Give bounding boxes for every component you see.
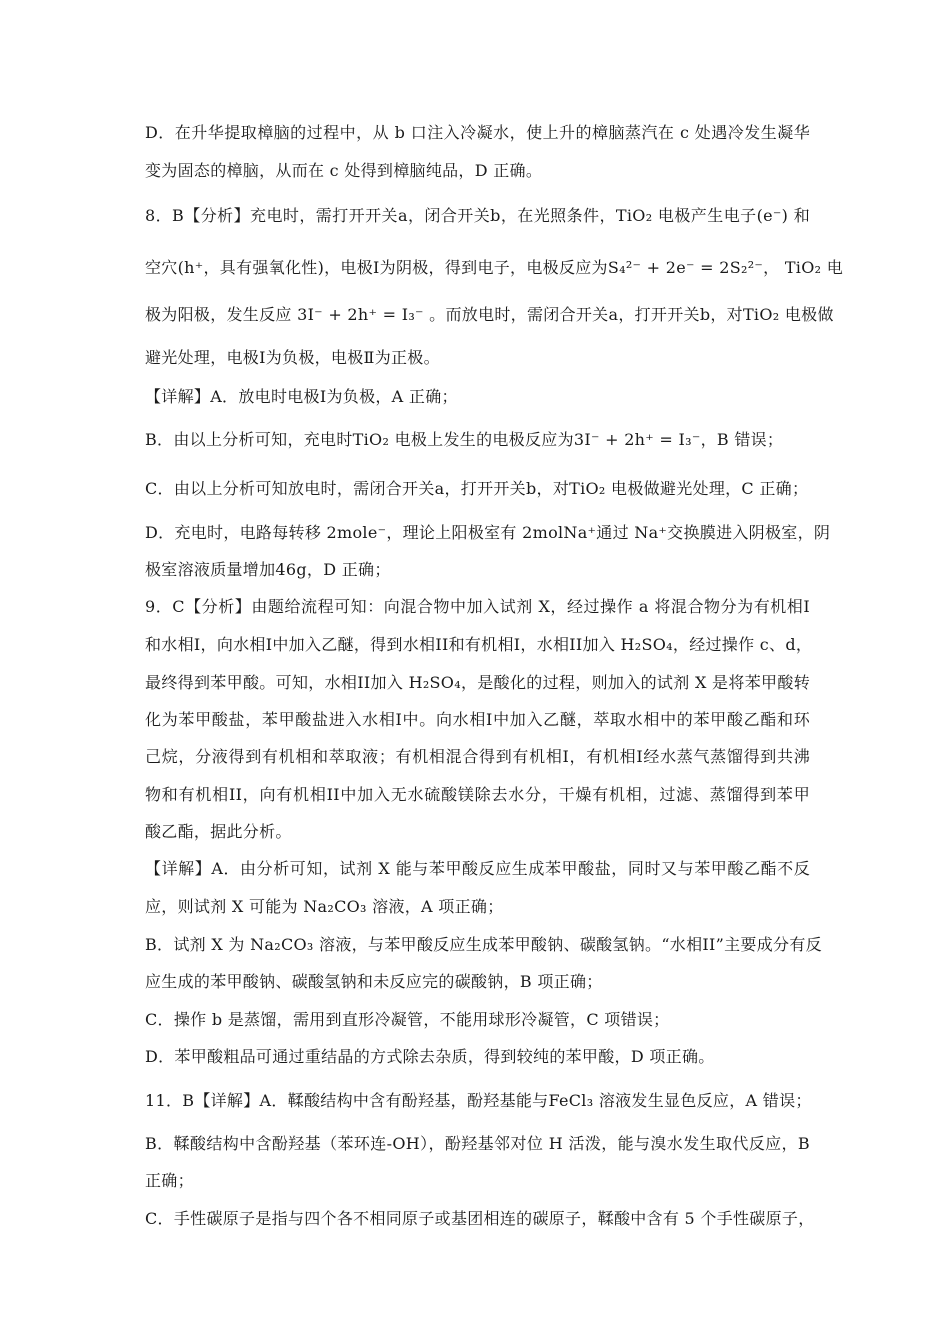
text-line: C．由以上分析可知放电时，需闭合开关a，打开开关b，对TiO₂ 电极做避光处理，C 正确； xyxy=(145,479,809,498)
text-line: B．鞣酸结构中含酚羟基（苯环连-OH），酚羟基邻对位 H 活泼，能与溴水发生取代反应，B xyxy=(145,1134,810,1153)
text-line: 变为固态的樟脑，从而在 c 处得到樟脑纯品，D 正确。 xyxy=(145,161,543,180)
text-line: 和水相I，向水相I中加入乙醚，得到水相II和有机相I，水相II加入 H₂SO₄，经过操作 c、d， xyxy=(145,635,813,654)
text-line: 8．B【分析】充电时，需打开开关a，闭合开关b，在光照条件，TiO₂ 电极产生电子(e⁻) 和 xyxy=(145,206,810,225)
text-line: 极为阳极，发生反应 3I⁻ + 2h⁺ = I₃⁻ 。而放电时，需闭合开关a，打开开关b，对TiO₂ 电极做 xyxy=(145,305,834,324)
text-line: 酸乙酯，据此分析。 xyxy=(145,822,292,841)
text-line: D．在升华提取樟脑的过程中，从 b 口注入冷凝水，使上升的樟脑蒸汽在 c 处遇冷发生凝华 xyxy=(145,123,810,142)
text-line: C．操作 b 是蒸馏，需用到直形冷凝管，不能用球形冷凝管，C 项错误； xyxy=(145,1010,670,1029)
text-line: 9．C【分析】由题给流程可知：向混合物中加入试剂 X，经过操作 a 将混合物分为有机相I xyxy=(145,597,810,616)
text-line: 避光处理，电极Ⅰ为负极，电极Ⅱ为正极。 xyxy=(145,348,440,367)
text-line: 正确； xyxy=(145,1171,194,1190)
text-line: 空穴(h⁺，具有强氧化性)，电极Ⅰ为阴极，得到电子，电极反应为S₄²⁻ + 2e⁻ = 2S₂²⁻， TiO₂ 电 xyxy=(145,258,844,277)
text-line: D．充电时，电路每转移 2mole⁻，理论上阳极室有 2molNa⁺通过 Na⁺交换膜进入阴极室，阴 xyxy=(145,523,831,542)
text-line: 【详解】A．放电时电极Ⅰ为负极，A 正确； xyxy=(145,387,458,406)
text-line: B．试剂 X 为 Na₂CO₃ 溶液，与苯甲酸反应生成苯甲酸钠、碳酸氢钠。“水相II”主要成分有反 xyxy=(145,935,822,954)
text-line: 【详解】A．由分析可知，试剂 X 能与苯甲酸反应生成苯甲酸盐，同时又与苯甲酸乙酯不反 xyxy=(145,859,810,878)
text-line: 物和有机相II，向有机相II中加入无水硫酸镁除去水分，干燥有机相，过滤、蒸馏得到苯甲 xyxy=(145,785,810,804)
text-line: D．苯甲酸粗品可通过重结晶的方式除去杂质，得到较纯的苯甲酸，D 项正确。 xyxy=(145,1047,715,1066)
text-line: 己烷，分液得到有机相和萃取液；有机相混合得到有机相I，有机相I经水蒸气蒸馏得到共沸 xyxy=(145,747,810,766)
text-line: C．手性碳原子是指与四个各不相同原子或基团相连的碳原子，鞣酸中含有 5 个手性碳原子， xyxy=(145,1209,815,1228)
text-line: 化为苯甲酸盐，苯甲酸盐进入水相I中。向水相I中加入乙醚，萃取水相中的苯甲酸乙酯和环 xyxy=(145,710,810,729)
text-line: 应生成的苯甲酸钠、碳酸氢钠和未反应完的碳酸钠，B 项正确； xyxy=(145,972,603,991)
text-line: 应，则试剂 X 可能为 Na₂CO₃ 溶液，A 项正确； xyxy=(145,897,504,916)
text-line: 极室溶液质量增加46g，D 正确； xyxy=(145,560,391,579)
text-line: B．由以上分析可知，充电时TiO₂ 电极上发生的电极反应为3I⁻ + 2h⁺ = I₃⁻，B 错误； xyxy=(145,430,784,449)
text-line: 最终得到苯甲酸。可知，水相II加入 H₂SO₄，是酸化的过程，则加入的试剂 X 是将苯甲酸转 xyxy=(145,673,810,692)
text-line: 11．B【详解】A．鞣酸结构中含有酚羟基，酚羟基能与FeCl₃ 溶液发生显色反应，A 错误； xyxy=(145,1091,812,1110)
